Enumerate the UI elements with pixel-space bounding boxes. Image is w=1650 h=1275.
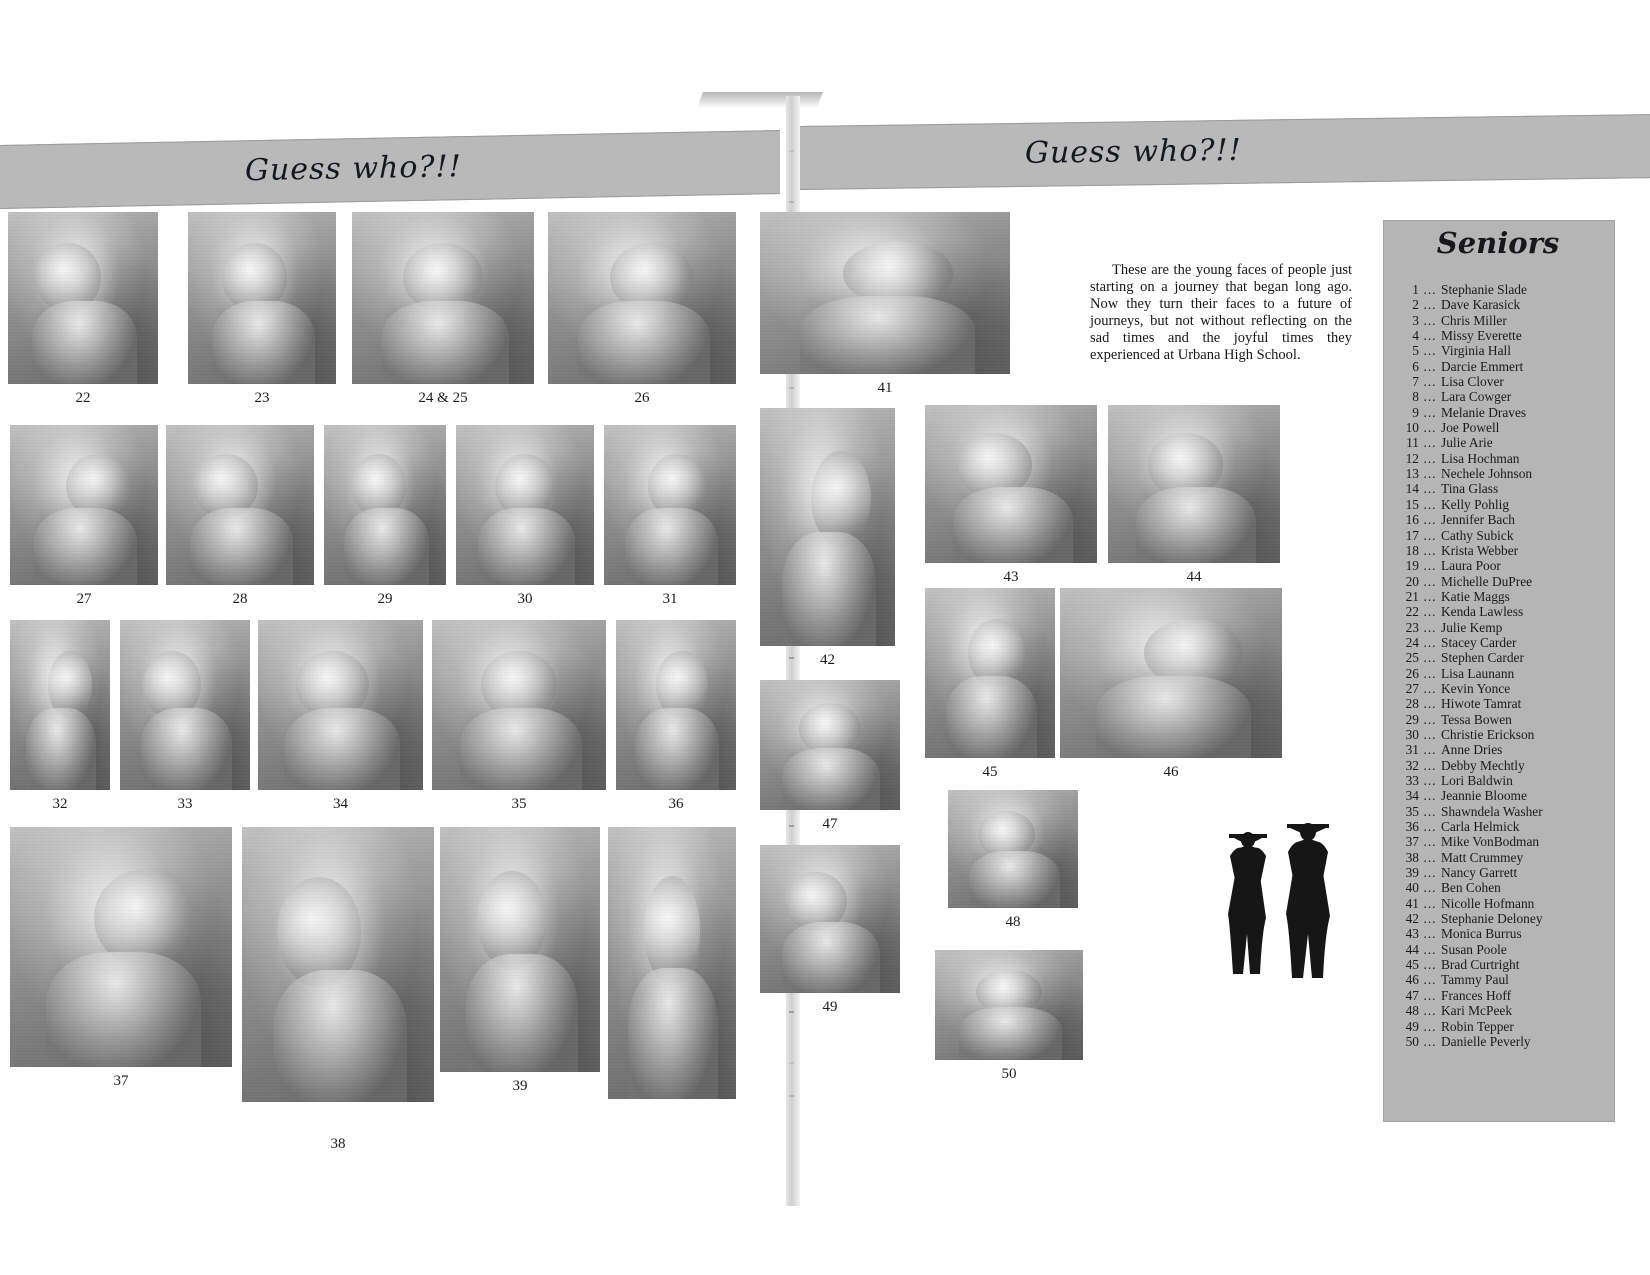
senior-dots: ... — [1423, 619, 1437, 635]
senior-number: 8 — [1412, 389, 1419, 405]
baby-photo — [188, 212, 336, 384]
senior-dots: ... — [1423, 1033, 1437, 1049]
senior-name: Robin Tepper — [1441, 1018, 1514, 1034]
senior-list-item — [1397, 635, 1602, 650]
senior-number: 20 — [1405, 573, 1419, 589]
senior-number: 13 — [1405, 466, 1419, 482]
photo-caption: 41 — [877, 380, 893, 396]
senior-dots: ... — [1423, 374, 1437, 390]
senior-number: 10 — [1405, 420, 1419, 436]
baby-photo — [166, 425, 314, 585]
senior-dots: ... — [1423, 404, 1437, 420]
senior-dots: ... — [1423, 527, 1437, 543]
senior-dots: ... — [1423, 926, 1437, 942]
senior-dots: ... — [1423, 389, 1437, 405]
senior-list-item — [1397, 282, 1602, 297]
photo-grain — [166, 425, 314, 585]
senior-number: 35 — [1405, 803, 1419, 819]
senior-list-item — [1397, 558, 1602, 573]
senior-dots: ... — [1423, 496, 1437, 512]
senior-list-item — [1397, 988, 1602, 1003]
baby-photo — [242, 827, 434, 1102]
senior-list-item — [1397, 926, 1602, 941]
photo-caption: 33 — [177, 796, 193, 812]
photo-grain — [604, 425, 736, 585]
senior-dots: ... — [1423, 726, 1437, 742]
senior-list-item — [1397, 328, 1602, 343]
baby-photo — [10, 827, 232, 1067]
photo-grain — [935, 950, 1083, 1060]
senior-dots: ... — [1423, 819, 1437, 835]
senior-list-item — [1397, 972, 1602, 987]
senior-list-item — [1397, 850, 1602, 865]
senior-dots: ... — [1423, 588, 1437, 604]
photo-grain — [242, 827, 434, 1102]
senior-dots: ... — [1423, 941, 1437, 957]
senior-dots: ... — [1423, 358, 1437, 374]
senior-dots: ... — [1423, 420, 1437, 436]
photo-caption: 42 — [820, 652, 835, 668]
senior-list-item — [1397, 497, 1602, 512]
senior-list-item — [1397, 343, 1602, 358]
senior-list-item — [1397, 589, 1602, 604]
senior-name: Lisa Launann — [1441, 665, 1515, 681]
photo-grain — [432, 620, 606, 790]
senior-dots: ... — [1423, 803, 1437, 819]
senior-name: Christie Erickson — [1441, 726, 1535, 742]
baby-photo — [935, 950, 1083, 1060]
senior-number: 50 — [1405, 1033, 1419, 1049]
photo-caption: 43 — [1003, 569, 1019, 585]
senior-list-item — [1397, 758, 1602, 773]
senior-list-item — [1397, 834, 1602, 849]
baby-photo — [616, 620, 736, 790]
senior-name: Stacey Carder — [1441, 634, 1517, 650]
senior-list-item — [1397, 1003, 1602, 1018]
photo-caption: 24 & 25 — [418, 390, 468, 406]
senior-number: 7 — [1412, 374, 1419, 390]
senior-name: Julie Kemp — [1441, 619, 1503, 635]
senior-list-item — [1397, 819, 1602, 834]
photo-caption: 48 — [1005, 914, 1021, 930]
senior-dots: ... — [1423, 343, 1437, 359]
baby-photo — [10, 425, 158, 585]
senior-number: 47 — [1405, 987, 1419, 1003]
baby-photo — [456, 425, 594, 585]
senior-name: Tammy Paul — [1441, 972, 1509, 988]
senior-name: Chris Miller — [1441, 312, 1507, 328]
baby-photo — [760, 212, 1010, 374]
senior-dots: ... — [1423, 895, 1437, 911]
senior-dots: ... — [1423, 911, 1437, 927]
senior-list-item — [1397, 788, 1602, 803]
photo-caption: 26 — [634, 390, 650, 406]
page-corner-shadow — [697, 92, 823, 108]
senior-dots: ... — [1423, 634, 1437, 650]
senior-name: Kelly Pohlig — [1441, 496, 1510, 512]
senior-name: Lisa Clover — [1441, 374, 1504, 390]
senior-dots: ... — [1423, 773, 1437, 788]
senior-list-item — [1397, 896, 1602, 911]
senior-list-item — [1397, 604, 1602, 619]
senior-name: Matt Crummey — [1441, 849, 1524, 865]
senior-dots: ... — [1423, 604, 1437, 620]
photo-caption: 38 — [330, 1136, 346, 1152]
senior-number: 16 — [1405, 512, 1419, 528]
senior-number: 34 — [1405, 788, 1419, 804]
baby-photo — [548, 212, 736, 384]
photo-grain — [616, 620, 736, 790]
senior-number: 28 — [1405, 696, 1419, 712]
photo-grain — [760, 212, 1010, 374]
senior-list-item — [1397, 911, 1602, 926]
senior-name: Kenda Lawless — [1441, 604, 1524, 620]
senior-number: 43 — [1405, 926, 1419, 942]
senior-dots: ... — [1423, 742, 1437, 758]
baby-photo — [604, 425, 736, 585]
senior-list-item — [1397, 957, 1602, 972]
senior-dots: ... — [1423, 297, 1437, 313]
senior-dots: ... — [1423, 849, 1437, 865]
photo-caption: 47 — [822, 816, 838, 832]
senior-number: 25 — [1405, 650, 1419, 666]
photo-caption: 36 — [668, 796, 684, 812]
senior-number: 29 — [1405, 711, 1419, 727]
senior-name: Nicolle Hofmann — [1441, 895, 1535, 911]
seniors-heading: Seniors — [1436, 226, 1560, 260]
senior-list-item — [1397, 528, 1602, 543]
photo-grain — [1060, 588, 1282, 758]
senior-list-item — [1397, 543, 1602, 558]
photo-caption: 46 — [1163, 764, 1179, 780]
photo-grain — [1108, 405, 1280, 563]
photo-caption: 30 — [517, 591, 533, 607]
senior-name: Cathy Subick — [1441, 527, 1514, 543]
senior-list-item — [1397, 481, 1602, 496]
photo-grain — [10, 425, 158, 585]
senior-number: 27 — [1405, 680, 1419, 696]
senior-list-item — [1397, 880, 1602, 895]
senior-dots: ... — [1423, 328, 1437, 344]
photo-caption: 32 — [52, 796, 68, 812]
senior-number: 15 — [1405, 496, 1419, 512]
senior-list-item — [1397, 313, 1602, 328]
photo-caption: 27 — [76, 591, 92, 607]
senior-name: Julie Arie — [1441, 435, 1493, 451]
senior-name: Lori Baldwin — [1441, 773, 1513, 788]
photo-caption: 44 — [1186, 569, 1202, 585]
senior-number: 5 — [1412, 343, 1419, 359]
senior-number: 24 — [1405, 634, 1419, 650]
baby-photo — [948, 790, 1078, 908]
photo-grain — [456, 425, 594, 585]
senior-number: 49 — [1405, 1018, 1419, 1034]
senior-number: 26 — [1405, 665, 1419, 681]
senior-dots: ... — [1423, 957, 1437, 973]
photo-caption: 34 — [333, 796, 348, 812]
senior-list-item — [1397, 804, 1602, 819]
photo-caption: 37 — [113, 1073, 129, 1089]
senior-number: 32 — [1405, 757, 1419, 773]
baby-photo — [324, 425, 446, 585]
senior-name: Jennifer Bach — [1441, 512, 1515, 528]
photo-grain — [10, 620, 110, 790]
photo-grain — [760, 408, 895, 646]
senior-name: Nechele Johnson — [1441, 466, 1533, 482]
senior-list-item — [1397, 712, 1602, 727]
senior-name: Stephen Carder — [1441, 650, 1524, 666]
senior-list-item — [1397, 359, 1602, 374]
senior-name: Monica Burrus — [1441, 926, 1522, 942]
senior-number: 9 — [1412, 404, 1419, 420]
baby-photo — [258, 620, 423, 790]
senior-dots: ... — [1423, 680, 1437, 696]
senior-name: Ben Cohen — [1441, 880, 1501, 896]
senior-name: Tina Glass — [1441, 481, 1499, 497]
senior-dots: ... — [1423, 312, 1437, 328]
senior-list-item — [1397, 451, 1602, 466]
senior-number: 39 — [1405, 865, 1419, 881]
senior-name: Debby Mechtly — [1441, 757, 1525, 773]
photo-grain — [120, 620, 250, 790]
senior-list-item — [1397, 696, 1602, 711]
senior-name: Hiwote Tamrat — [1441, 696, 1522, 712]
senior-number: 6 — [1412, 358, 1419, 374]
senior-dots: ... — [1423, 650, 1437, 666]
photo-grain — [760, 845, 900, 993]
senior-list-item — [1397, 742, 1602, 757]
senior-list-item — [1397, 420, 1602, 435]
senior-name: Shawndela Washer — [1441, 803, 1543, 819]
senior-name: Carla Helmick — [1441, 819, 1520, 835]
senior-list-item — [1397, 466, 1602, 481]
senior-name: Michelle DuPree — [1441, 573, 1533, 589]
photo-grain — [608, 827, 736, 1099]
left-page-title: Guess who?!! — [245, 149, 462, 189]
baby-photo — [440, 827, 600, 1072]
senior-dots: ... — [1423, 788, 1437, 804]
senior-number: 30 — [1405, 726, 1419, 742]
senior-dots: ... — [1423, 987, 1437, 1003]
senior-dots: ... — [1423, 435, 1437, 451]
senior-list-item — [1397, 865, 1602, 880]
baby-photo — [432, 620, 606, 790]
senior-number: 11 — [1406, 435, 1419, 451]
senior-name: Tessa Bowen — [1441, 711, 1512, 727]
photo-caption: 45 — [982, 764, 998, 780]
senior-name: Missy Everette — [1441, 328, 1522, 344]
senior-list-item — [1397, 435, 1602, 450]
senior-number: 45 — [1405, 957, 1419, 973]
senior-name: Brad Curtright — [1441, 957, 1520, 973]
senior-dots: ... — [1423, 757, 1437, 773]
photo-grain — [258, 620, 423, 790]
senior-name: Mike VonBodman — [1441, 834, 1540, 850]
photo-caption: 49 — [822, 999, 838, 1015]
senior-name: Dave Karasick — [1441, 297, 1521, 313]
senior-list-item — [1397, 389, 1602, 404]
senior-list-item — [1397, 666, 1602, 681]
senior-dots: ... — [1423, 1018, 1437, 1034]
seniors-answer-list — [1397, 282, 1602, 1049]
baby-photo — [8, 212, 158, 384]
photo-caption: 39 — [512, 1078, 528, 1094]
senior-number: 3 — [1412, 312, 1419, 328]
senior-number: 18 — [1405, 542, 1419, 558]
senior-name: Katie Maggs — [1441, 588, 1510, 604]
graduates-silhouette-icon — [1200, 810, 1360, 1010]
intro-paragraph: These are the young faces of people just starting on a journey that began long ago. Now they turn their faces to a future of journeys, but not without reflecting on the sad times and the joyful times they experienced at Urbana High School. — [1090, 262, 1352, 363]
senior-number: 19 — [1405, 558, 1419, 574]
baby-photo — [760, 408, 895, 646]
senior-number: 36 — [1405, 819, 1419, 835]
senior-number: 40 — [1405, 880, 1419, 896]
senior-number: 44 — [1405, 941, 1419, 957]
senior-name: Nancy Garrett — [1441, 865, 1518, 881]
photo-grain — [925, 588, 1055, 758]
baby-photo — [10, 620, 110, 790]
senior-number: 4 — [1412, 328, 1419, 344]
senior-number: 37 — [1405, 834, 1419, 850]
photo-caption: 29 — [377, 591, 393, 607]
senior-dots: ... — [1423, 466, 1437, 482]
baby-photo — [1108, 405, 1280, 563]
senior-dots: ... — [1423, 450, 1437, 466]
baby-photo — [760, 845, 900, 993]
senior-list-item — [1397, 1019, 1602, 1034]
senior-name: Lisa Hochman — [1441, 450, 1520, 466]
baby-photo — [925, 588, 1055, 758]
baby-photo — [1060, 588, 1282, 758]
photo-grain — [948, 790, 1078, 908]
senior-name: Virginia Hall — [1441, 343, 1511, 359]
senior-list-item — [1397, 297, 1602, 312]
senior-name: Kevin Yonce — [1441, 680, 1511, 696]
senior-dots: ... — [1423, 542, 1437, 558]
senior-number: 22 — [1405, 604, 1419, 620]
right-page-title: Guess who?!! — [1025, 132, 1242, 171]
senior-number: 2 — [1412, 297, 1419, 313]
photo-grain — [760, 680, 900, 810]
senior-name: Jeannie Bloome — [1441, 788, 1527, 804]
senior-name: Lara Cowger — [1441, 389, 1512, 405]
senior-name: Anne Dries — [1441, 742, 1503, 758]
baby-photo — [760, 680, 900, 810]
senior-list-item — [1397, 620, 1602, 635]
senior-name: Stephanie Deloney — [1441, 911, 1543, 927]
senior-number: 48 — [1405, 1003, 1419, 1019]
senior-dots: ... — [1423, 696, 1437, 712]
photo-caption: 22 — [75, 390, 91, 406]
right-page-banner — [800, 114, 1650, 190]
baby-photo — [608, 827, 736, 1099]
baby-photo — [120, 620, 250, 790]
senior-list-item — [1397, 574, 1602, 589]
senior-list-item — [1397, 942, 1602, 957]
photo-grain — [352, 212, 534, 384]
senior-dots: ... — [1423, 865, 1437, 881]
senior-name: Frances Hoff — [1441, 987, 1512, 1003]
senior-list-item — [1397, 681, 1602, 696]
senior-list-item — [1397, 374, 1602, 389]
senior-number: 46 — [1405, 972, 1419, 988]
senior-dots: ... — [1423, 834, 1437, 850]
photo-grain — [8, 212, 158, 384]
senior-number: 41 — [1405, 895, 1419, 911]
senior-dots: ... — [1423, 282, 1437, 297]
senior-number: 31 — [1405, 742, 1419, 758]
senior-name: Danielle Peverly — [1441, 1033, 1531, 1049]
senior-name: Susan Poole — [1441, 941, 1507, 957]
senior-list-item — [1397, 512, 1602, 527]
senior-list-item — [1397, 650, 1602, 665]
photo-grain — [925, 405, 1097, 563]
senior-list-item — [1397, 405, 1602, 420]
photo-grain — [10, 827, 232, 1067]
senior-number: 33 — [1405, 773, 1419, 788]
photo-caption: 28 — [232, 591, 248, 607]
photo-grain — [188, 212, 336, 384]
senior-name: Joe Powell — [1441, 420, 1500, 436]
senior-name: Stephanie Slade — [1441, 282, 1527, 297]
photo-grain — [440, 827, 600, 1072]
senior-number: 17 — [1405, 527, 1419, 543]
senior-dots: ... — [1423, 1003, 1437, 1019]
senior-dots: ... — [1423, 512, 1437, 528]
senior-number: 12 — [1405, 450, 1419, 466]
senior-dots: ... — [1423, 972, 1437, 988]
senior-name: Darcie Emmert — [1441, 358, 1524, 374]
baby-photo — [925, 405, 1097, 563]
senior-name: Krista Webber — [1441, 542, 1519, 558]
photo-caption: 23 — [254, 390, 270, 406]
senior-name: Kari McPeek — [1441, 1003, 1513, 1019]
senior-number: 21 — [1405, 588, 1419, 604]
senior-list-item — [1397, 1034, 1602, 1049]
photo-caption: 31 — [662, 591, 678, 607]
senior-dots: ... — [1423, 665, 1437, 681]
senior-list-item — [1397, 773, 1602, 788]
senior-number: 23 — [1405, 619, 1419, 635]
senior-name: Laura Poor — [1441, 558, 1501, 574]
senior-dots: ... — [1423, 880, 1437, 896]
senior-dots: ... — [1423, 558, 1437, 574]
photo-grain — [324, 425, 446, 585]
photo-caption: 50 — [1001, 1066, 1017, 1082]
senior-list-item — [1397, 727, 1602, 742]
senior-number: 38 — [1405, 849, 1419, 865]
senior-number: 1 — [1412, 282, 1419, 297]
senior-name: Melanie Draves — [1441, 404, 1527, 420]
photo-caption: 35 — [511, 796, 527, 812]
baby-photo — [352, 212, 534, 384]
senior-dots: ... — [1423, 481, 1437, 497]
photo-grain — [548, 212, 736, 384]
senior-dots: ... — [1423, 711, 1437, 727]
senior-number: 42 — [1405, 911, 1419, 927]
senior-dots: ... — [1423, 573, 1437, 589]
senior-number: 14 — [1405, 481, 1419, 497]
